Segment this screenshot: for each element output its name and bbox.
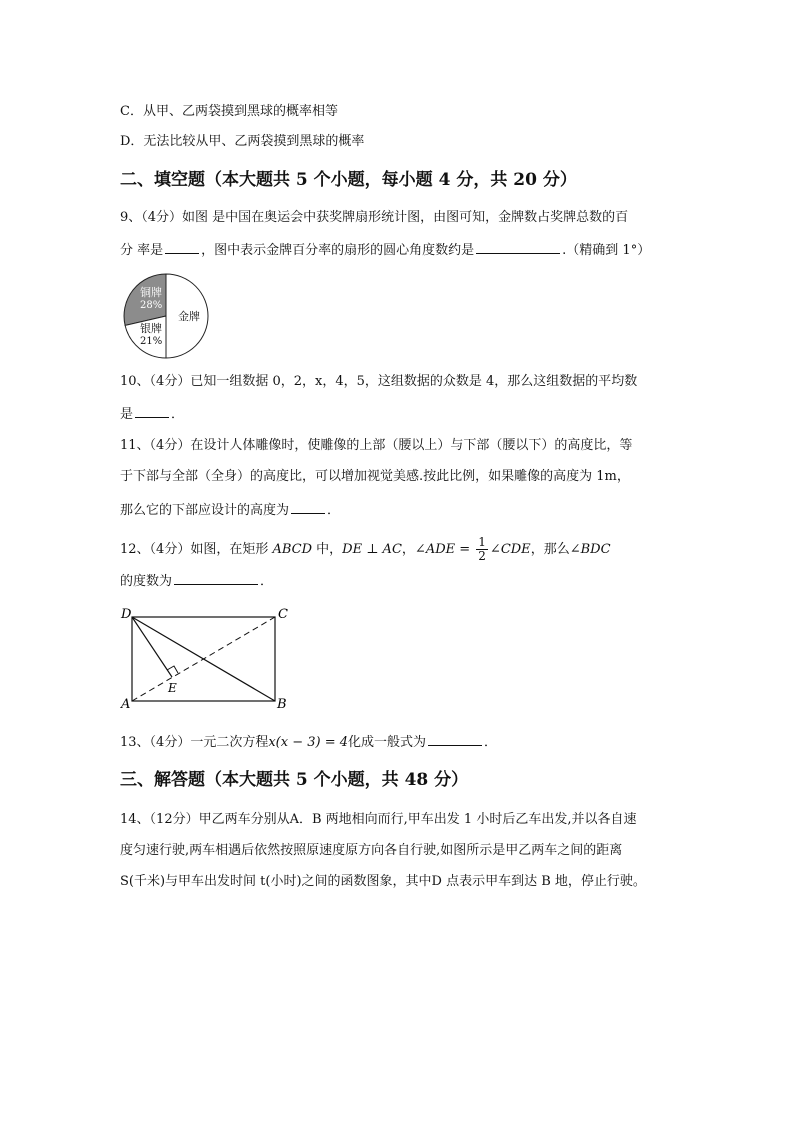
- q12-line1: [120, 536, 611, 563]
- q12-perp: DE ⊥ AC: [342, 542, 402, 557]
- q12-text-4: ，那么: [530, 542, 570, 557]
- pie-label-bronze: 铜牌: [140, 286, 162, 299]
- q12-text-3: ，: [401, 542, 415, 557]
- q13-line: [120, 732, 497, 751]
- q12-text-1: 12、（4分）如图，在矩形: [120, 542, 273, 557]
- q9-text-b: ，图中表示金牌百分率的扇形的圆心角度数约是: [201, 243, 475, 258]
- option-c: C．从甲、乙两袋摸到黑球的概率相等: [120, 104, 338, 119]
- q10-blank[interactable]: [135, 404, 169, 418]
- q10-line2: [120, 404, 184, 423]
- vertex-b: B: [277, 697, 287, 712]
- pie-pct-silver: 21%: [140, 336, 163, 347]
- q12-fraction-den: 2: [478, 549, 486, 563]
- q9-line1: 9、（4分）如图 是中国在奥运会中获奖牌扇形统计图，由图可知，金牌数占奖牌总数的百: [120, 210, 629, 225]
- q13-equation: x(x − 3) = 4: [268, 735, 348, 750]
- q12-fraction-num: 1: [478, 535, 486, 549]
- q12-angle-ade: ∠ADE =: [414, 542, 475, 557]
- q13-text-c: ．: [484, 735, 498, 750]
- q14-line1: 14、（12分）甲乙两车分别从A．B 两地相向而行,甲车出发 1 小时后乙车出发,并以各自速: [120, 812, 637, 827]
- option-d: D．无法比较从甲、乙两袋摸到黑球的概率: [120, 134, 365, 149]
- q12-angle-bdc: ∠BDC: [569, 542, 611, 557]
- vertex-c: C: [278, 607, 288, 622]
- vertex-d: D: [121, 607, 132, 622]
- q11-line2: 于下部与全部（全身）的高度比，可以增加视觉美感.按此比例，如果雕像的高度为 1m，: [120, 469, 630, 484]
- q9-blank-2[interactable]: [476, 240, 560, 254]
- q13-text-a: 13、（4分）一元二次方程: [120, 735, 269, 750]
- point-e: E: [168, 681, 177, 695]
- q9-blank-1[interactable]: [165, 240, 199, 254]
- q10-text-a: 是: [120, 407, 134, 422]
- q12-angle-cde: ∠CDE: [489, 542, 531, 557]
- q12-blank[interactable]: [174, 571, 258, 585]
- q12-rect-name: ABCD: [272, 542, 313, 557]
- rectangle-abcd-figure: [116, 602, 296, 714]
- q9-text-c: .（精确到 1°）: [562, 243, 651, 258]
- pie-pct-bronze: 28%: [140, 300, 163, 311]
- pie-label-gold: 金牌: [178, 310, 200, 323]
- q9-text-a: 分 率是: [120, 243, 164, 258]
- q13-text-b: 化成一般式为: [348, 735, 427, 750]
- q14-line2: 度匀速行驶,两车相遇后依然按照原速度原方向各自行驶,如图所示是甲乙两车之间的距离: [120, 843, 623, 858]
- q13-blank[interactable]: [428, 732, 482, 746]
- section-2-heading: 二、填空题（本大题共 5 个小题，每小题 4 分，共 20 分）: [120, 170, 577, 190]
- q11-line3: [120, 500, 340, 519]
- pie-label-silver: 银牌: [140, 322, 162, 335]
- vertex-a: A: [121, 697, 131, 712]
- q9-line2: [120, 240, 650, 259]
- q12-line2: [120, 571, 273, 590]
- q10-text-b: ．: [171, 407, 185, 422]
- q10-line1: 10、（4分）已知一组数据 0，2，x，4，5，这组数据的众数是 4，那么这组数据的平均数: [120, 374, 638, 389]
- segment-de: [132, 617, 172, 677]
- q11-blank[interactable]: [291, 500, 325, 514]
- q11-text-a: 那么它的下部应设计的高度为: [120, 503, 290, 518]
- q12-fraction: [476, 536, 488, 563]
- q11-line1: 11、（4分）在设计人体雕像时，使雕像的上部（腰以上）与下部（腰以下）的高度比，等: [120, 438, 633, 453]
- q12-text-6: ．: [260, 574, 274, 589]
- medal-pie-chart: [118, 272, 218, 364]
- q14-line3: S(千米)与甲车出发时间 t(小时)之间的函数图象，其中D 点表示甲车到达 B 地，停止行驶。: [120, 874, 646, 889]
- section-3-heading: 三、解答题（本大题共 5 个小题，共 48 分）: [120, 770, 469, 790]
- q11-text-b: ．: [327, 503, 341, 518]
- q12-text-5: 的度数为: [120, 574, 173, 589]
- q12-text-2: 中，: [312, 542, 343, 557]
